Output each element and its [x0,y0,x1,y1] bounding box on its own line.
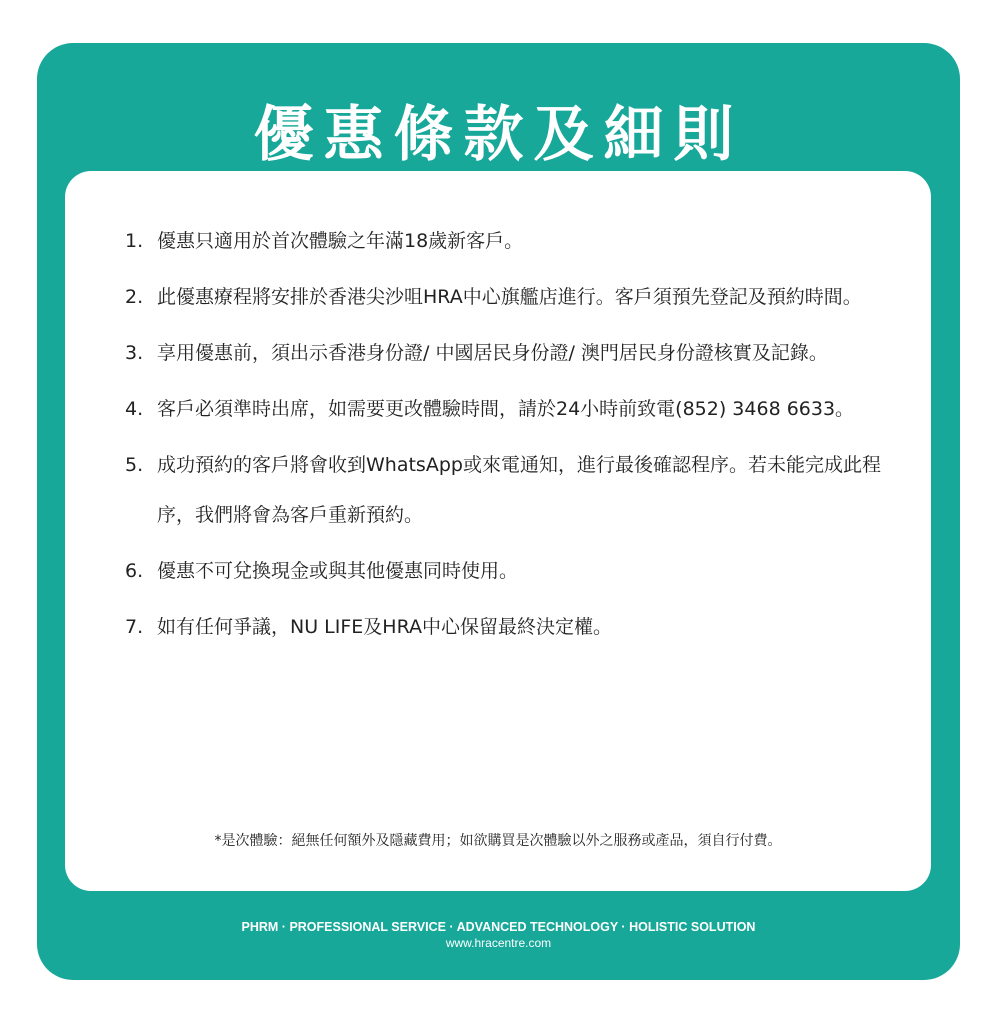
term-text: 如有任何爭議，NU LIFE及HRA中心保留最終決定權。 [157,616,612,638]
term-number: 3. [125,342,144,364]
term-text: 享用優惠前，須出示香港身份證/ 中國居民身份證/ 澳門居民身份證核實及記錄。 [157,342,828,364]
term-item-6 [125,546,895,596]
term-item-7 [125,602,895,652]
terms-list [125,216,895,658]
term-item-1 [125,216,895,266]
term-item-5 [125,440,895,540]
term-text: 成功預約的客戶將會收到WhatsApp或來電通知，進行最後確認程序。若未能完成此程序，我們將會為客戶重新預約。 [157,454,881,526]
term-number: 5. [125,454,144,476]
term-number: 1. [125,230,144,252]
term-item-3 [125,328,895,378]
term-item-4 [125,384,895,434]
term-text: 優惠不可兌換現金或與其他優惠同時使用。 [157,560,519,582]
terms-panel [65,171,931,891]
term-number: 2. [125,286,144,308]
term-number: 6. [125,560,144,582]
term-number: 4. [125,398,144,420]
term-text: 此優惠療程將安排於香港尖沙咀HRA中心旗艦店進行。客戶須預先登記及預約時間。 [157,286,862,308]
footer [37,919,960,951]
term-text: 客戶必須準時出席，如需要更改體驗時間，請於24小時前致電(852) 3468 6633。 [157,398,855,420]
footer-website: www.hracentre.com [445,936,552,950]
footer-tagline: PHRM · PROFESSIONAL SERVICE · ADVANCED TECHNOLOGY · HOLISTIC SOLUTION [241,920,756,934]
term-number: 7. [125,616,144,638]
footnote: *是次體驗：絕無任何額外及隱藏費用；如欲購買是次體驗以外之服務或產品，須自行付費。 [214,833,782,849]
term-item-2 [125,272,895,322]
page-title: 優惠條款及細則 [253,100,744,170]
term-text: 優惠只適用於首次體驗之年滿18歲新客戶。 [157,230,524,252]
terms-card [37,43,960,980]
